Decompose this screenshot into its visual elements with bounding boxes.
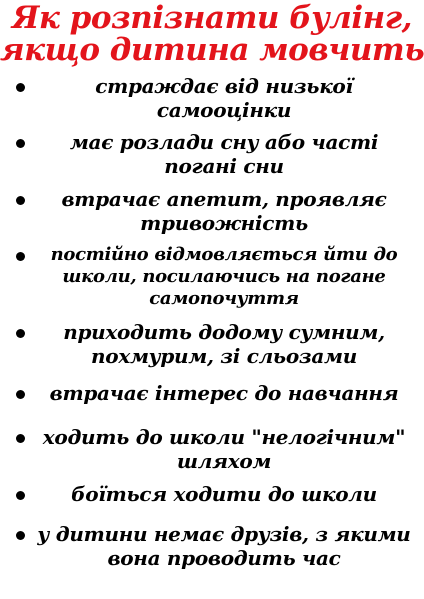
list-item-text: боїться ходити до школи	[71, 482, 377, 506]
bullet-icon	[16, 252, 25, 261]
title-line-1: Як розпізнати булінг,	[12, 0, 412, 36]
list-item-text: у дитини немає друзів, з якими вона проводить час	[37, 522, 411, 570]
list-item-text: має розлади сну або часті погані сни	[69, 130, 379, 178]
bullet-icon	[16, 491, 25, 500]
bullet-icon	[16, 329, 25, 338]
list-item-text: постійно відмовляється йти до школи, посилаючись на погане самопочуття	[50, 244, 398, 309]
bullet-icon	[16, 434, 25, 443]
bullet-icon	[16, 196, 25, 205]
title-line-2: якщо дитина мовчить	[0, 32, 424, 68]
bullet-icon	[16, 139, 25, 148]
list-item-text: втрачає апетит, проявляє тривожність	[61, 187, 387, 235]
list-item-text: приходить додому сумним, похмурим, зі сльозами	[63, 320, 385, 368]
list-item-text: втрачає інтерес до навчання	[49, 381, 399, 405]
bullet-icon	[16, 83, 25, 92]
bullet-icon	[16, 390, 25, 399]
list-item-text: страждає від низької самооцінки	[95, 74, 353, 122]
list-item-text: ходить до школи "нелогічним" шляхом	[42, 425, 406, 473]
bullet-icon	[16, 531, 25, 540]
